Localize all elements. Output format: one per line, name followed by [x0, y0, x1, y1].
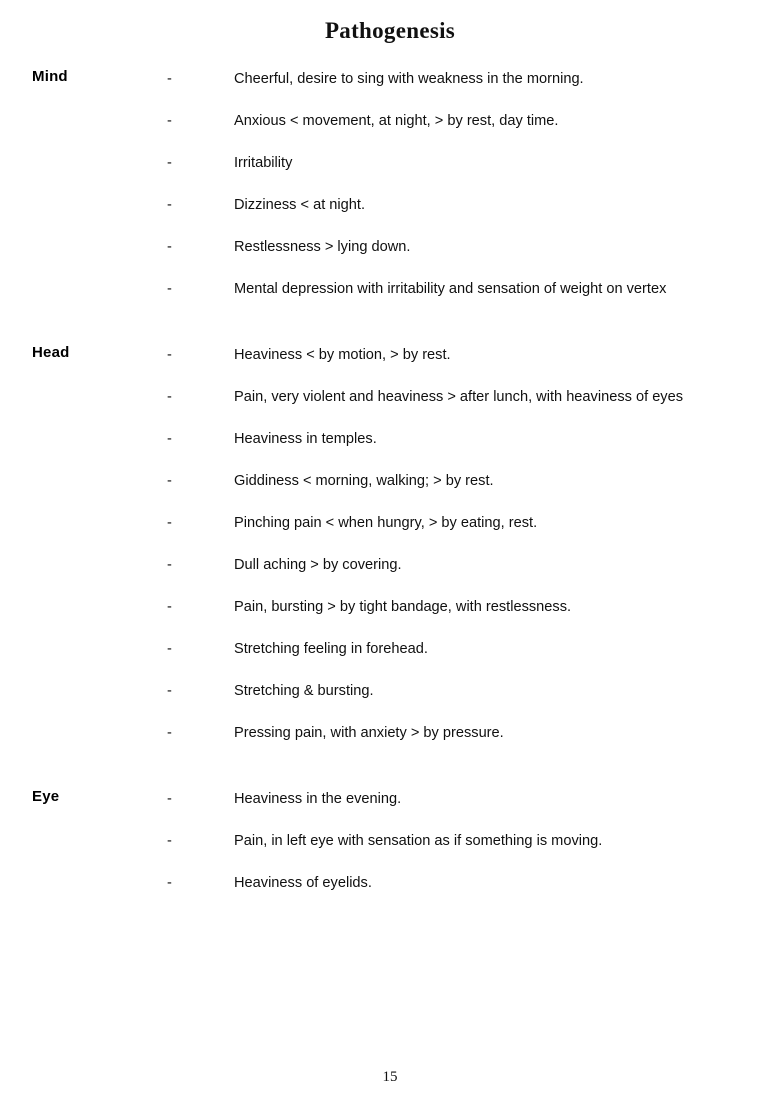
- list-item: [0, 104, 780, 146]
- entry-text: Pain, very violent and heaviness > after lunch, with heaviness of eyes: [234, 389, 684, 405]
- bullet-dash: -: [167, 473, 172, 489]
- list-item: [0, 146, 780, 188]
- document-body: [0, 62, 780, 908]
- list-item: [0, 380, 780, 422]
- section-label: Head: [32, 344, 70, 361]
- bullet-dash: -: [167, 71, 172, 87]
- list-item: [0, 674, 780, 716]
- list-item: [0, 824, 780, 866]
- entry-list: [0, 62, 780, 314]
- list-item: [0, 272, 780, 314]
- bullet-dash: -: [167, 599, 172, 615]
- entry-text: Stretching & bursting.: [234, 683, 374, 699]
- page-title: Pathogenesis: [324, 18, 456, 43]
- bullet-dash: -: [167, 347, 172, 363]
- entry-text: Mental depression with irritability and sensation of weight on vertex: [234, 281, 667, 297]
- bullet-dash: -: [167, 641, 172, 657]
- list-item: [0, 422, 780, 464]
- list-item: [0, 188, 780, 230]
- page-number: 15: [382, 1069, 398, 1085]
- list-item: [0, 632, 780, 674]
- bullet-dash: -: [167, 833, 172, 849]
- bullet-dash: -: [167, 389, 172, 405]
- bullet-dash: -: [167, 197, 172, 213]
- list-item: [0, 230, 780, 272]
- entry-text: Heaviness in the evening.: [234, 791, 402, 807]
- list-item: [0, 548, 780, 590]
- section-head: [0, 338, 780, 758]
- entry-text: Irritability: [234, 155, 293, 171]
- list-item: [0, 782, 780, 824]
- section-eye: [0, 782, 780, 908]
- entry-text: Stretching feeling in forehead.: [234, 641, 428, 657]
- bullet-dash: -: [167, 239, 172, 255]
- entry-list: [0, 338, 780, 758]
- bullet-dash: -: [167, 791, 172, 807]
- section-mind: [0, 62, 780, 314]
- bullet-dash: -: [167, 515, 172, 531]
- entry-text: Restlessness > lying down.: [234, 239, 411, 255]
- entry-text: Pinching pain < when hungry, > by eating, rest.: [234, 515, 538, 531]
- bullet-dash: -: [167, 725, 172, 741]
- bullet-dash: -: [167, 557, 172, 573]
- entry-text: Heaviness < by motion, > by rest.: [234, 347, 451, 363]
- bullet-dash: -: [167, 875, 172, 891]
- section-label: Eye: [32, 788, 60, 805]
- list-item: [0, 506, 780, 548]
- list-item: [0, 338, 780, 380]
- entry-text: Heaviness of eyelids.: [234, 875, 372, 891]
- list-item: [0, 62, 780, 104]
- list-item: [0, 866, 780, 908]
- entry-text: Pressing pain, with anxiety > by pressure.: [234, 725, 504, 741]
- list-item: [0, 716, 780, 758]
- bullet-dash: -: [167, 113, 172, 129]
- entry-text: Giddiness < morning, walking; > by rest.: [234, 473, 494, 489]
- bullet-dash: -: [167, 155, 172, 171]
- entry-text: Dizziness < at night.: [234, 197, 366, 213]
- list-item: [0, 464, 780, 506]
- entry-text: Pain, in left eye with sensation as if something is moving.: [234, 833, 603, 849]
- entry-text: Cheerful, desire to sing with weakness in the morning.: [234, 71, 584, 87]
- entry-list: [0, 782, 780, 908]
- entry-text: Pain, bursting > by tight bandage, with restlessness.: [234, 599, 572, 615]
- entry-text: Anxious < movement, at night, > by rest, day time.: [234, 113, 559, 129]
- list-item: [0, 590, 780, 632]
- entry-text: Heaviness in temples.: [234, 431, 377, 447]
- bullet-dash: -: [167, 683, 172, 699]
- bullet-dash: -: [167, 431, 172, 447]
- bullet-dash: -: [167, 281, 172, 297]
- section-label: Mind: [32, 68, 68, 85]
- entry-text: Dull aching > by covering.: [234, 557, 402, 573]
